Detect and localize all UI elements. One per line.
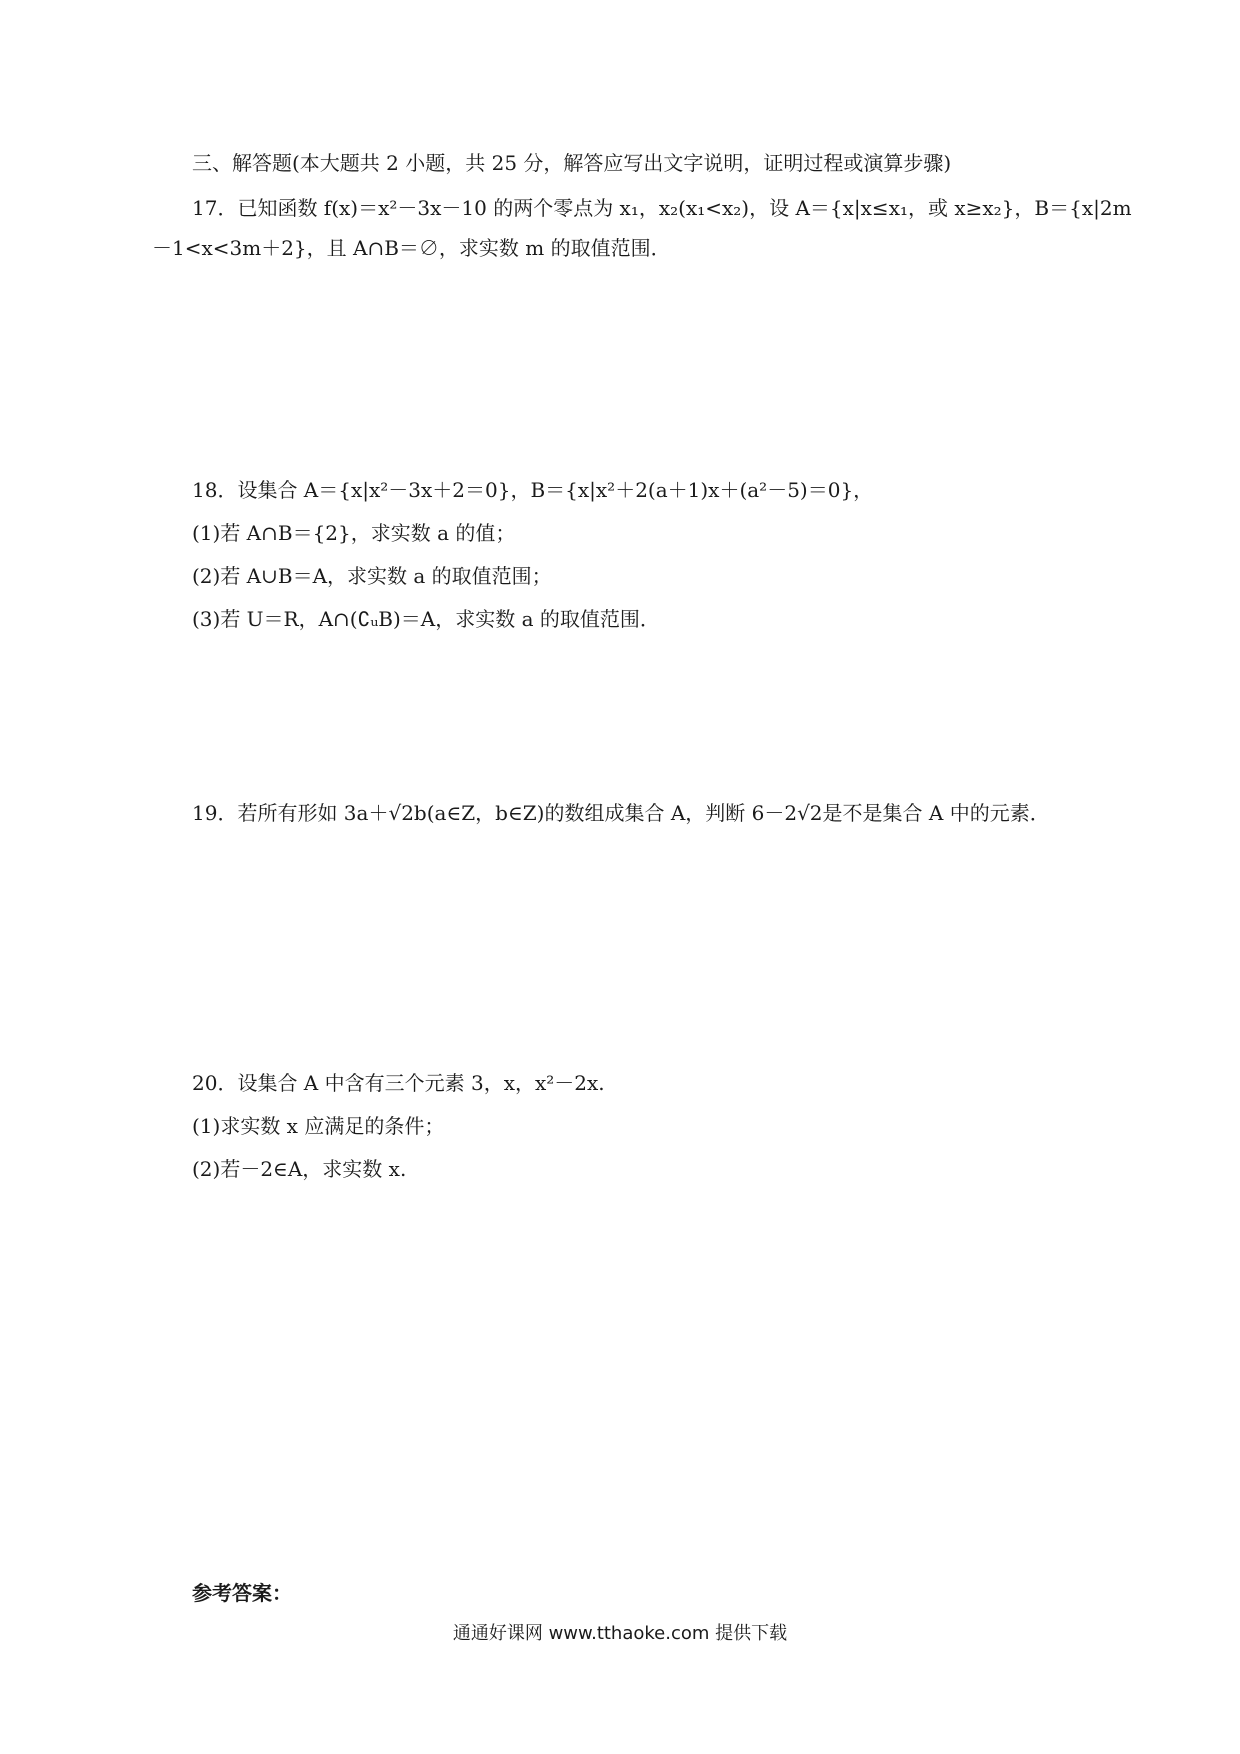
page-footer: 通通好课网 www.tthaoke.com 提供下载 xyxy=(452,1623,788,1644)
question-19-line-1: 19．若所有形如 3a＋√2b(a∈Z，b∈Z)的数组成集合 A，判断 6－2√2是不是集合 A 中的元素． xyxy=(192,801,1050,825)
question-20-part-2: (2)若－2∈A，求实数 x. xyxy=(192,1157,407,1181)
question-20-part-1: (1)求实数 x 应满足的条件； xyxy=(192,1114,445,1138)
question-18-part-3: (3)若 U＝R，A∩(∁ᵤB)＝A，求实数 a 的取值范围． xyxy=(192,607,660,631)
question-17-line-2: －1<x<3m＋2}，且 A∩B＝∅，求实数 m 的取值范围． xyxy=(152,236,671,260)
question-18-part-2: (2)若 A∪B＝A，求实数 a 的取值范围； xyxy=(192,564,552,588)
answers-heading: 参考答案： xyxy=(192,1581,292,1605)
question-20-line-1: 20．设集合 A 中含有三个元素 3，x，x²－2x. xyxy=(192,1071,605,1095)
question-18-part-1: (1)若 A∩B＝{2}，求实数 a 的值； xyxy=(192,521,516,545)
question-18-line-1: 18．设集合 A＝{x|x²－3x＋2＝0}，B＝{x|x²＋2(a＋1)x＋(a²－5)＝0}， xyxy=(192,478,874,502)
question-17-line-1: 17．已知函数 f(x)＝x²－3x－10 的两个零点为 x₁，x₂(x₁<x₂)，设 A＝{x|x≤x₁，或 x≥x₂}，B＝{x|2m xyxy=(192,196,1132,220)
section-heading: 三、解答题(本大题共 2 小题，共 25 分，解答应写出文字说明，证明过程或演算步骤) xyxy=(192,151,952,175)
